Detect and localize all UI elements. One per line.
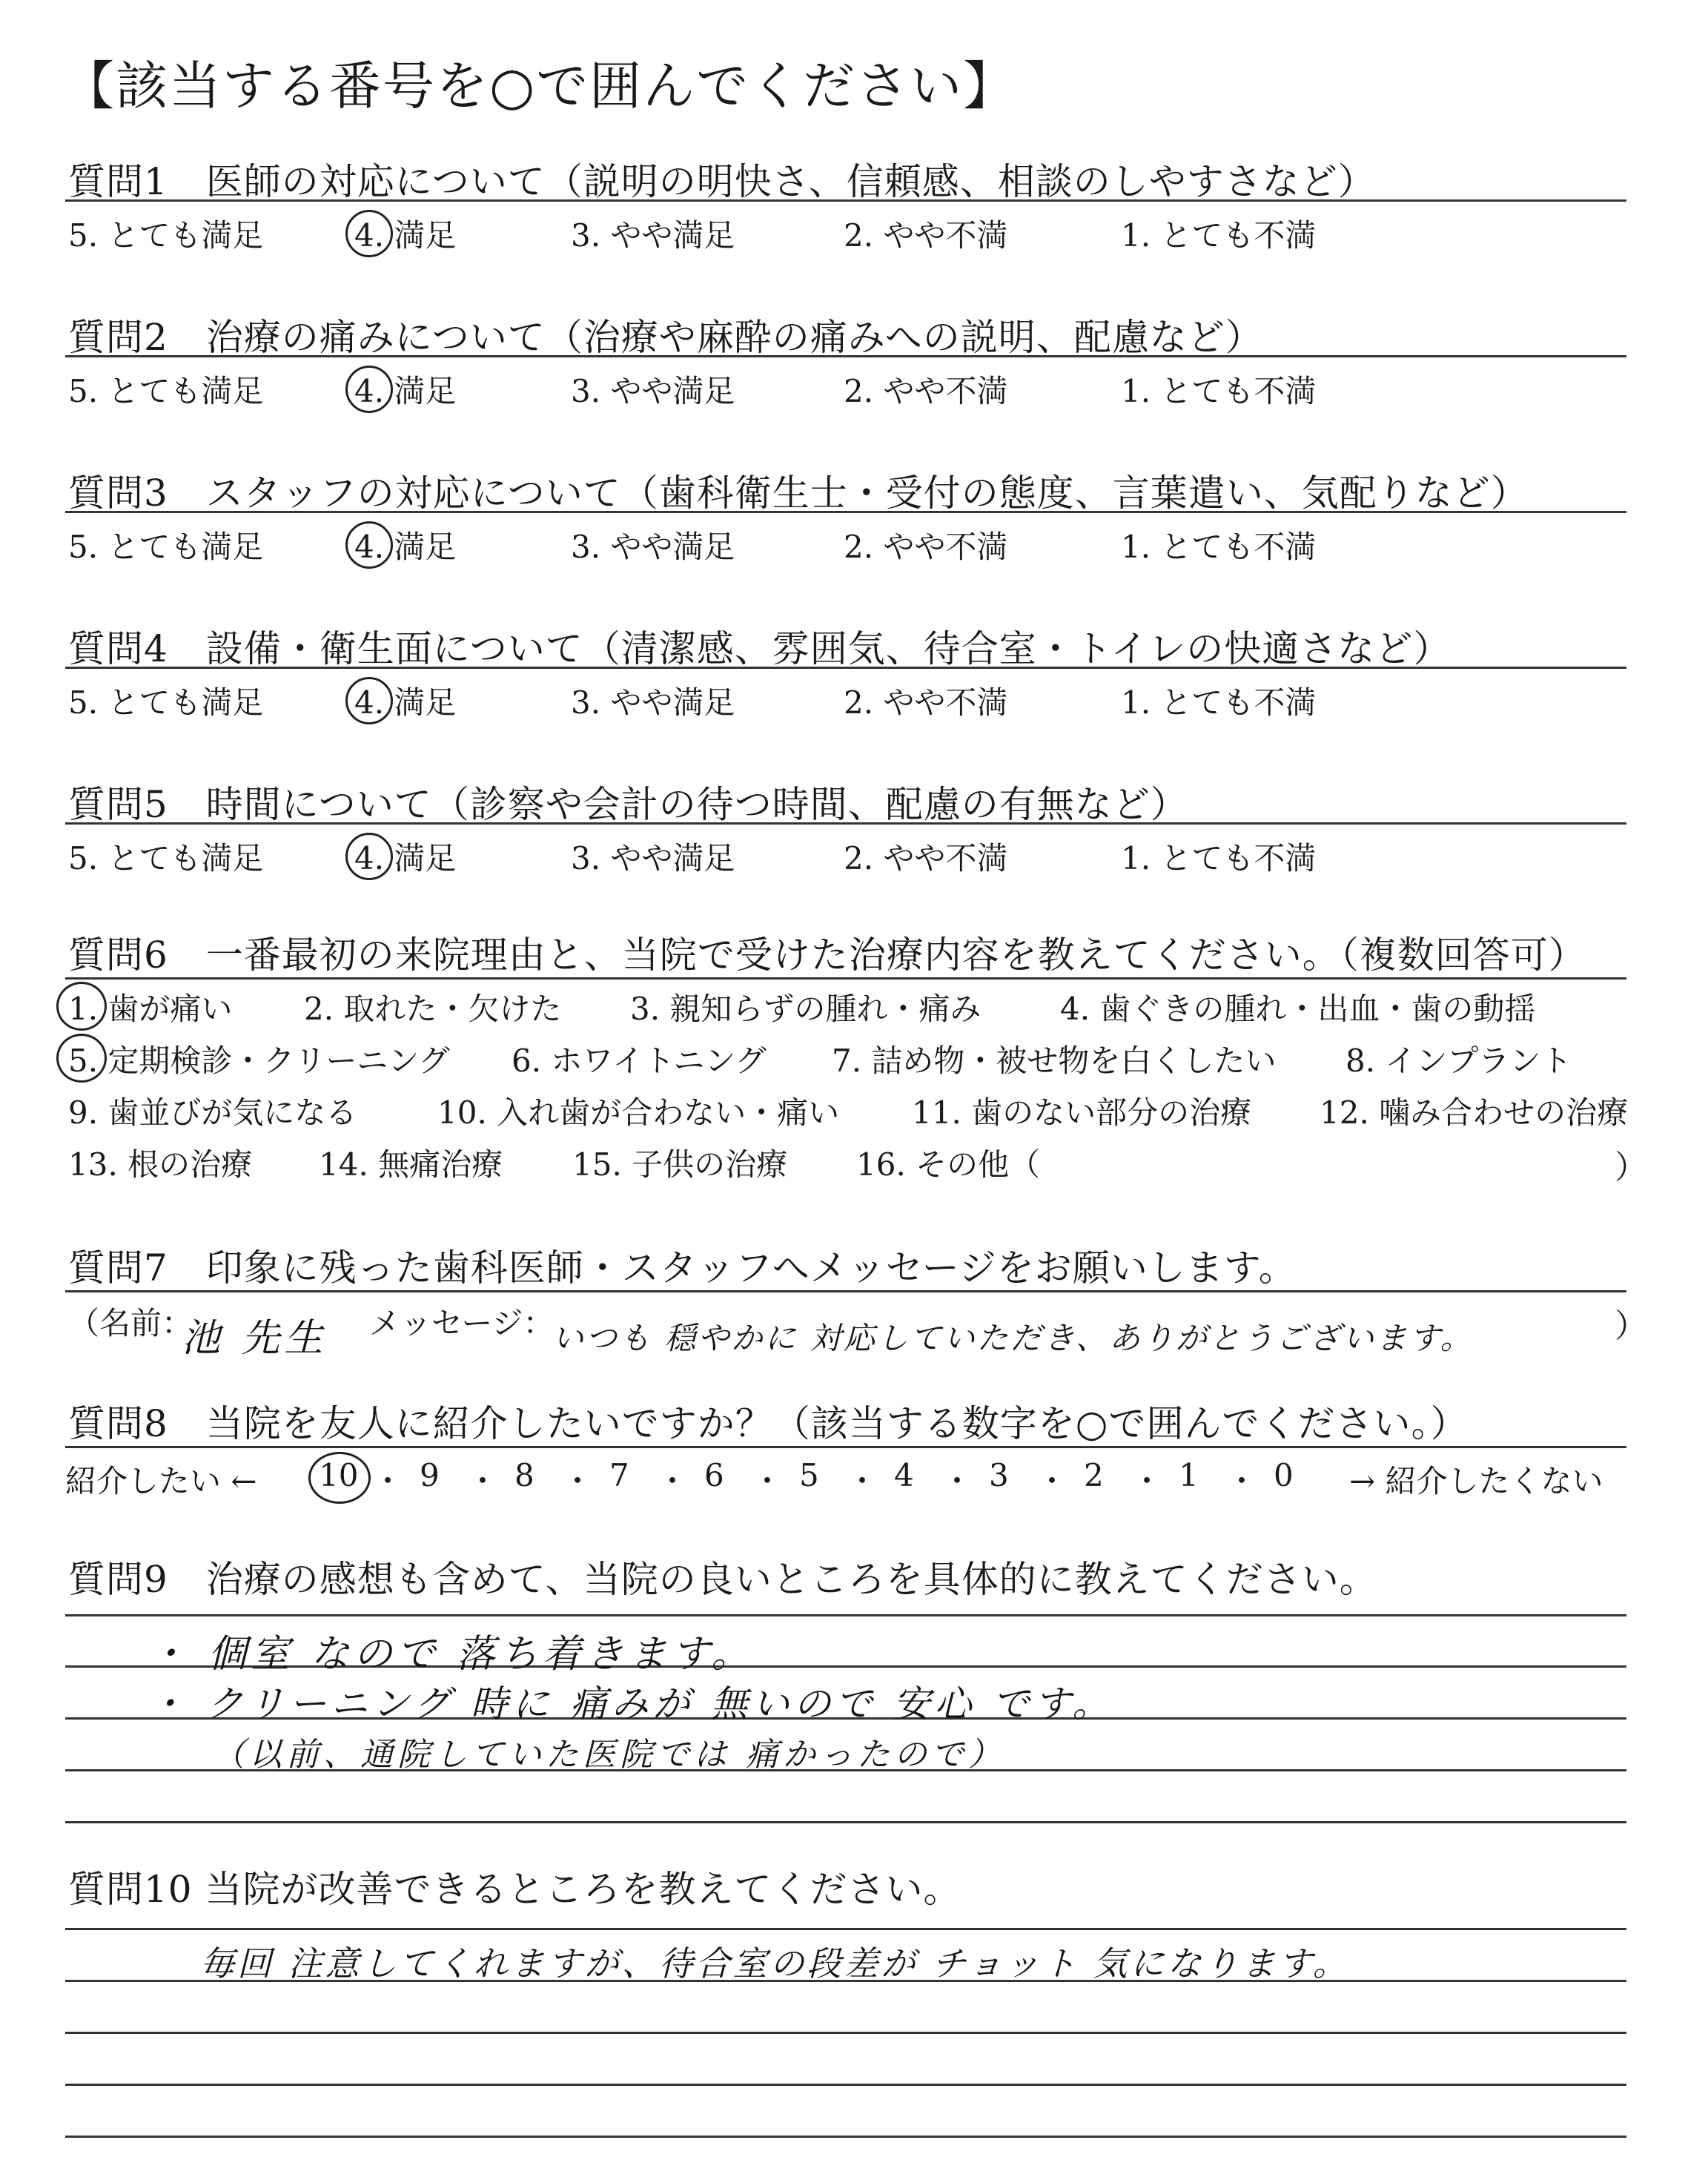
q10-line	[65, 2032, 1626, 2034]
q8-scale-separator: ・	[372, 1463, 404, 1499]
q9-heading: 質問9 治療の感想も含めて、当院の良いところを具体的に教えてください。	[68, 1558, 1377, 1601]
q1-option[interactable]: 4. 満足	[354, 217, 457, 254]
q8-scale-value[interactable]: 7	[609, 1457, 629, 1493]
q3-selection-circle	[345, 521, 393, 569]
q1-heading: 質問1 医師の対応について（説明の明快さ、信頼感、相談のしやすさなど）	[68, 160, 1376, 203]
q8-scale-separator: ・	[657, 1463, 689, 1499]
q6-option[interactable]: 5. 定期検診・クリーニング	[68, 1043, 450, 1079]
q6-option[interactable]: 2. 取れた・欠けた	[304, 991, 562, 1027]
q10-answer-line[interactable]: 毎回 注意してくれますが、待合室の段差が チョット 気になります。	[200, 1943, 1350, 1984]
q1-rule	[65, 199, 1626, 202]
q2-rule	[65, 355, 1626, 357]
q4-option[interactable]: 4. 満足	[354, 684, 457, 721]
q4-selection-circle	[345, 677, 393, 724]
q9-answer-line[interactable]: （以前、通院していた医院では 痛かったので）	[212, 1736, 1005, 1774]
q8-scale-value[interactable]: 4	[894, 1457, 914, 1493]
q4-option[interactable]: 1. とても不満	[1121, 684, 1317, 721]
q9-answer-line[interactable]: ・ 個室 なので 落ち着きます。	[148, 1632, 755, 1677]
q4-option[interactable]: 3. やや満足	[571, 684, 735, 721]
q4-option[interactable]: 5. とても満足	[68, 684, 264, 721]
q8-scale-value[interactable]: 2	[1084, 1457, 1104, 1493]
q2-option[interactable]: 5. とても満足	[68, 373, 264, 409]
q6-option[interactable]: 15. 子供の治療	[572, 1146, 788, 1183]
q8-scale-value[interactable]: 9	[420, 1457, 440, 1493]
q5-option[interactable]: 4. 満足	[354, 840, 457, 876]
q3-option[interactable]: 5. とても満足	[68, 529, 264, 565]
q10-line	[65, 2084, 1626, 2086]
q4-option[interactable]: 2. やや不満	[844, 684, 1008, 721]
page-title: 【該当する番号を○で囲んでください】	[62, 56, 1017, 116]
q8-right-label: → 紹介したくない	[1349, 1463, 1603, 1499]
q8-scale-separator: ・	[941, 1463, 973, 1499]
q5-option[interactable]: 5. とても満足	[68, 840, 264, 876]
q6-selection-circle	[56, 1034, 107, 1083]
q8-scale-value[interactable]: 1	[1179, 1457, 1199, 1493]
q6-option[interactable]: 1. 歯が痛い	[68, 991, 233, 1027]
q8-scale-separator: ・	[467, 1463, 499, 1499]
q8-scale-separator: ・	[1131, 1463, 1163, 1499]
q6-option[interactable]: 4. 歯ぐきの腫れ・出血・歯の動揺	[1060, 991, 1536, 1027]
q2-heading: 質問2 治療の痛みについて（治療や麻酔の痛みへの説明、配慮など）	[68, 316, 1263, 359]
q8-scale-separator: ・	[847, 1463, 878, 1499]
q8-left-label: 紹介したい ←	[65, 1463, 257, 1499]
q8-heading: 質問8 当院を友人に紹介したいですか？（該当する数字を○で囲んでください。）	[68, 1402, 1469, 1445]
q2-selection-circle	[345, 366, 393, 413]
q4-heading: 質問4 設備・衛生面について（清潔感、雰囲気、待合室・トイレの快適さなど）	[68, 627, 1452, 670]
q2-option[interactable]: 2. やや不満	[844, 373, 1008, 409]
q2-option[interactable]: 1. とても不満	[1121, 373, 1317, 409]
q1-option[interactable]: 2. やや不満	[844, 217, 1008, 254]
q3-option[interactable]: 4. 満足	[354, 529, 457, 565]
q4-rule	[65, 667, 1626, 669]
q6-option[interactable]: 6. ホワイトニング	[512, 1043, 767, 1079]
q5-option[interactable]: 1. とても不満	[1121, 840, 1317, 876]
q6-option[interactable]: 7. 詰め物・被せ物を白くしたい	[832, 1043, 1277, 1079]
q1-option[interactable]: 1. とても不満	[1121, 217, 1317, 254]
q7-rule	[65, 1290, 1626, 1292]
q10-line	[65, 2136, 1626, 2138]
q3-heading: 質問3 スタッフの対応について（歯科衛生士・受付の態度、言葉遣い、気配りなど）	[68, 472, 1529, 515]
q5-rule	[65, 822, 1626, 825]
q7-heading: 質問7 印象に残った歯科医師・スタッフへメッセージをお願いします。	[68, 1246, 1297, 1289]
q3-option[interactable]: 3. やや満足	[571, 529, 735, 565]
q3-rule	[65, 511, 1626, 513]
q6-option[interactable]: 11. 歯のない部分の治療	[912, 1094, 1252, 1131]
q10-line	[65, 1928, 1626, 1930]
q6-option[interactable]: 16. その他（	[856, 1146, 1041, 1183]
q5-heading: 質問5 時間について（診察や会計の待つ時間、配慮の有無など）	[68, 783, 1188, 826]
q8-scale-value[interactable]: 0	[1274, 1457, 1294, 1493]
q8-scale-separator: ・	[1226, 1463, 1258, 1499]
q5-option[interactable]: 2. やや不満	[844, 840, 1008, 876]
q6-option[interactable]: 8. インプラント	[1345, 1043, 1572, 1079]
q6-option[interactable]: 12. 噛み合わせの治療	[1320, 1094, 1629, 1131]
q6-option[interactable]: 3. 親知らずの腫れ・痛み	[630, 991, 982, 1027]
q1-selection-circle	[345, 210, 393, 257]
q7-close: ）	[1615, 1307, 1647, 1345]
q6-rule	[65, 977, 1626, 980]
q1-option[interactable]: 5. とても満足	[68, 217, 264, 254]
q9-line	[65, 1614, 1626, 1616]
q8-scale-value[interactable]: 5	[799, 1457, 819, 1493]
q6-option[interactable]: 9. 歯並びが気になる	[68, 1094, 357, 1131]
q2-option[interactable]: 4. 満足	[354, 373, 457, 409]
q8-scale-separator: ・	[752, 1463, 784, 1499]
q8-scale-value[interactable]: 8	[514, 1457, 534, 1493]
q6-heading: 質問6 一番最初の来院理由と、当院で受けた治療内容を教えてください。（複数回答可）	[68, 934, 1586, 977]
q8-rule	[65, 1446, 1626, 1448]
q5-selection-circle	[345, 833, 393, 880]
q6-option[interactable]: 14. 無痛治療	[319, 1146, 503, 1183]
q9-line	[65, 1821, 1626, 1823]
q3-option[interactable]: 1. とても不満	[1121, 529, 1317, 565]
q5-option[interactable]: 3. やや満足	[571, 840, 735, 876]
q8-scale-separator: ・	[562, 1463, 594, 1499]
q6-selection-circle	[56, 982, 107, 1031]
q2-option[interactable]: 3. やや満足	[571, 373, 735, 409]
q9-answer-line[interactable]: ・ クリーニング 時に 痛みが 無いので 安心 です。	[148, 1682, 1114, 1725]
q7-message-value[interactable]: いつも 穏やかに 対応していただき、ありがとうございます。	[552, 1320, 1474, 1356]
q8-scale-value[interactable]: 6	[704, 1457, 724, 1493]
q6-option[interactable]: 10. 入れ歯が合わない・痛い	[437, 1094, 840, 1131]
q1-option[interactable]: 3. やや満足	[571, 217, 735, 254]
q7-name-value[interactable]: 池 先生	[182, 1316, 328, 1361]
q8-scale-value[interactable]: 10	[319, 1457, 359, 1493]
q8-selection-circle	[308, 1452, 371, 1504]
q7-name-label: （名前：	[68, 1305, 193, 1341]
q10-heading: 質問10 当院が改善できるところを教えてください。	[68, 1868, 961, 1911]
q8-scale-separator: ・	[1036, 1463, 1068, 1499]
q8-scale-value[interactable]: 3	[989, 1457, 1009, 1493]
q7-message-label: メッセージ：	[369, 1305, 555, 1341]
q3-option[interactable]: 2. やや不満	[844, 529, 1008, 565]
q6-option[interactable]: 13. 根の治療	[68, 1146, 253, 1183]
q6-other-close: ）	[1615, 1149, 1647, 1186]
